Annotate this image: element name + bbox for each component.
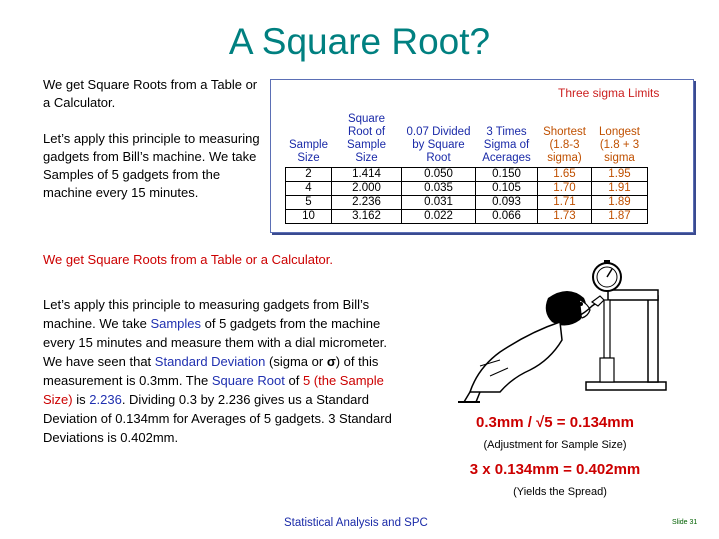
std-dev-text: Standard Deviation [154,354,266,369]
note-spread: (Yields the Spread) [513,486,607,498]
note-sample-adjustment: (Adjustment for Sample Size) [483,439,627,451]
header-square-root: Square Root of Sample Size [347,113,386,164]
red-summary-line: We get Square Roots from a Table or a Calculator. [43,252,334,267]
header-shortest: Shortest (1.8-3 sigma) [543,126,586,164]
cell-divided: 0.050 [402,168,476,182]
intro-paragraph-2: Let’s apply this principle to measuring gadgets from Bill’s machine. We take Samples of 5 gadgets from the machine every 15 minutes. [43,131,260,200]
cell-divided: 0.035 [402,182,476,196]
header-three-times: 3 Times Sigma of Acerages [482,126,531,164]
intro-paragraph-1: We get Square Roots from a Table or a Calculator. [43,77,258,110]
cell-square-root: 1.414 [332,168,402,182]
table-row [286,210,648,224]
micrometer-illustration [440,256,680,406]
slide-number: Slide 31 [672,519,698,526]
formula-sample-adjustment: 0.3mm / √5 = 0.134mm [476,414,634,431]
cell-three-times: 0.105 [476,182,538,196]
root-value-text: 2.236 [89,392,122,407]
cell-sample-size: 10 [286,210,332,224]
cell-shortest: 1.73 [538,210,592,224]
header-divided: 0.07 Divided by Square Root [406,126,471,164]
body-text-5: of [288,373,300,388]
intro-text [43,76,261,202]
square-root-text: Square Root [211,373,285,388]
cell-longest: 1.91 [592,182,648,196]
cell-divided: 0.031 [402,196,476,210]
body-text-2: of 5 gadgets from the machine every 15 minutes and measure them with a dial micrometer. We have seen that [43,316,387,369]
header-sample-size: Sample Size [289,139,328,164]
sample-size-text: 5 (the Sample Size) [43,373,384,407]
cell-shortest: 1.65 [538,168,592,182]
body-text-1: Let’s apply this principle to measuring gadgets from Bill’s machine. We take [43,297,370,331]
cell-longest: 1.95 [592,168,648,182]
body-text-7: . Dividing 0.3 by 2.236 gives us a Standard Deviation of 0.134mm for Averages of 5 gadgets. 3 Standard Deviations is 0.402mm. [43,392,392,445]
cell-sample-size: 2 [286,168,332,182]
cell-square-root: 2.236 [332,196,402,210]
sigma-symbol: σ [326,354,336,369]
three-sigma-header: Three sigma Limits [558,86,660,100]
cell-square-root: 2.000 [332,182,402,196]
header-longest: Longest (1.8 + 3 sigma [599,126,640,164]
footer-text: Statistical Analysis and SPC [284,517,428,529]
cell-divided: 0.022 [402,210,476,224]
table-header-row [286,113,648,168]
cell-sample-size: 5 [286,196,332,210]
table-row [286,182,648,196]
body-text-4: ) of this measurement is 0.3mm. The [43,354,379,388]
cell-three-times: 0.150 [476,168,538,182]
cell-longest: 1.89 [592,196,648,210]
body-paragraph [43,295,405,447]
formula-spread: 3 x 0.134mm = 0.402mm [469,461,641,478]
square-root-table [285,113,648,224]
cell-three-times: 0.093 [476,196,538,210]
table-row [286,196,648,210]
cell-three-times: 0.066 [476,210,538,224]
cell-sample-size: 4 [286,182,332,196]
cell-longest: 1.87 [592,210,648,224]
table-row [286,168,648,182]
cell-shortest: 1.71 [538,196,592,210]
samples-link-text: Samples [150,316,202,331]
cell-square-root: 3.162 [332,210,402,224]
slide-title: A Square Root? [228,21,491,62]
body-text-3: (sigma or [269,354,324,369]
body-text-6: is [76,392,86,407]
cell-shortest: 1.70 [538,182,592,196]
